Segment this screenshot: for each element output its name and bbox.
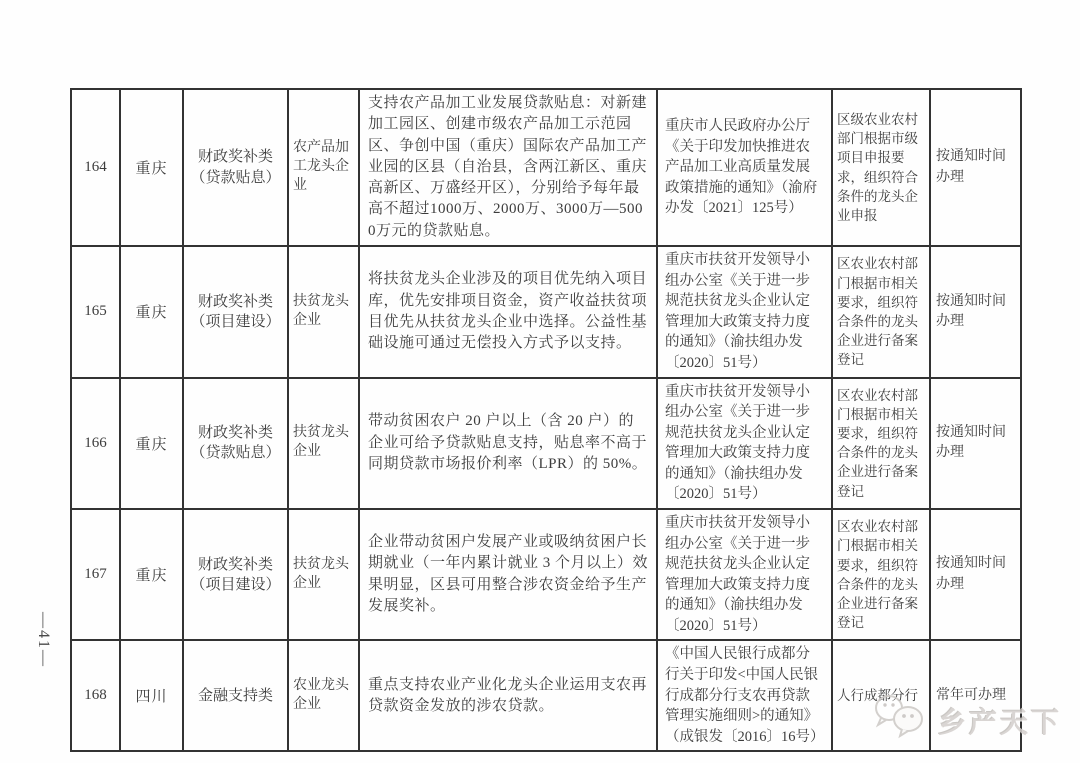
cell-enterprise-type: 农业龙头企业 bbox=[288, 640, 359, 751]
chat-bubbles-icon bbox=[872, 692, 930, 749]
cell-handling-time: 按通知时间办理 bbox=[930, 89, 1021, 246]
policy-table-body bbox=[71, 89, 1021, 751]
table-row bbox=[71, 89, 1021, 246]
cell-index: 168 bbox=[71, 640, 120, 751]
table-row bbox=[71, 378, 1021, 509]
cell-enterprise-type: 扶贫龙头企业 bbox=[288, 378, 359, 509]
brand-watermark bbox=[872, 692, 1062, 749]
brand-name: 乡产天下 bbox=[937, 706, 1062, 738]
cell-policy-type: 财政奖补类（项目建设） bbox=[183, 246, 288, 377]
cell-region: 重庆 bbox=[120, 89, 183, 246]
cell-region: 重庆 bbox=[120, 509, 183, 640]
cell-region: 四川 bbox=[120, 640, 183, 751]
cell-index: 165 bbox=[71, 246, 120, 377]
cell-handling-department: 人行成都分行 bbox=[832, 640, 930, 751]
cell-handling-time: 按通知时间办理 bbox=[930, 509, 1021, 640]
cell-enterprise-type: 农产品加工龙头企业 bbox=[288, 89, 359, 246]
cell-index: 167 bbox=[71, 509, 120, 640]
table-row bbox=[71, 509, 1021, 640]
cell-policy-type: 财政奖补类（贷款贴息） bbox=[183, 89, 288, 246]
cell-policy-basis: 重庆市人民政府办公厅《关于印发加快推进农产品加工业高质量发展政策措施的通知》（渝府办发〔2021〕125号） bbox=[657, 89, 832, 246]
cell-handling-department: 区农业农村部门根据市相关要求，组织符合条件的龙头企业进行备案登记 bbox=[832, 246, 930, 377]
cell-index: 166 bbox=[71, 378, 120, 509]
page-number: —41— bbox=[35, 612, 52, 668]
cell-index: 164 bbox=[71, 89, 120, 246]
cell-policy-basis: 重庆市扶贫开发领导小组办公室《关于进一步规范扶贫龙头企业认定管理加大政策支持力度的通知》（渝扶组办发〔2020〕51号） bbox=[657, 378, 832, 509]
cell-policy-basis: 重庆市扶贫开发领导小组办公室《关于进一步规范扶贫龙头企业认定管理加大政策支持力度的通知》（渝扶组办发〔2020〕51号） bbox=[657, 246, 832, 377]
cell-handling-department: 区级农业农村部门根据市级项目申报要求，组织符合条件的龙头企业申报 bbox=[832, 89, 930, 246]
cell-policy-content: 带动贫困农户 20 户以上（含 20 户）的企业可给予贷款贴息支持，贴息率不高于同期贷款市场报价利率（LPR）的 50%。 bbox=[359, 378, 657, 509]
cell-enterprise-type: 扶贫龙头企业 bbox=[288, 509, 359, 640]
cell-handling-department: 区农业农村部门根据市相关要求，组织符合条件的龙头企业进行备案登记 bbox=[832, 509, 930, 640]
cell-policy-basis: 重庆市扶贫开发领导小组办公室《关于进一步规范扶贫龙头企业认定管理加大政策支持力度的通知》（渝扶组办发〔2020〕51号） bbox=[657, 509, 832, 640]
cell-policy-type: 金融支持类 bbox=[183, 640, 288, 751]
cell-handling-time: 常年可办理 bbox=[930, 640, 1021, 751]
cell-policy-content: 将扶贫龙头企业涉及的项目优先纳入项目库，优先安排项目资金，资产收益扶贫项目优先从扶贫龙头企业中选择。公益性基础设施可通过无偿投入方式予以支持。 bbox=[359, 246, 657, 377]
table-row bbox=[71, 246, 1021, 377]
cell-policy-basis: 《中国人民银行成都分行关于印发<中国人民银行成都分行支农再贷款管理实施细则>的通知》（成银发〔2016〕16号） bbox=[657, 640, 832, 751]
cell-policy-content: 企业带动贫困户发展产业或吸纳贫困户长期就业（一年内累计就业 3 个月以上）效果明显，区县可用整合涉农资金给予生产发展奖补。 bbox=[359, 509, 657, 640]
cell-policy-type: 财政奖补类（项目建设） bbox=[183, 509, 288, 640]
policy-table bbox=[70, 88, 1022, 752]
cell-handling-time: 按通知时间办理 bbox=[930, 378, 1021, 509]
cell-handling-department: 区农业农村部门根据市相关要求，组织符合条件的龙头企业进行备案登记 bbox=[832, 378, 930, 509]
cell-region: 重庆 bbox=[120, 378, 183, 509]
cell-region: 重庆 bbox=[120, 246, 183, 377]
cell-policy-content: 重点支持农业产业化龙头企业运用支农再贷款资金发放的涉农贷款。 bbox=[359, 640, 657, 751]
cell-policy-type: 财政奖补类（贷款贴息） bbox=[183, 378, 288, 509]
cell-handling-time: 按通知时间办理 bbox=[930, 246, 1021, 377]
cell-enterprise-type: 扶贫龙头企业 bbox=[288, 246, 359, 377]
cell-policy-content: 支持农产品加工业发展贷款贴息：对新建加工园区、创建市级农产品加工示范园区、争创中国（重庆）国际农产品加工产业园的区县（自治县，含两江新区、重庆高新区、万盛经开区），分别给予每年最高不超过1000万、2000万、3000万—5000万元的贷款贴息。 bbox=[359, 89, 657, 246]
